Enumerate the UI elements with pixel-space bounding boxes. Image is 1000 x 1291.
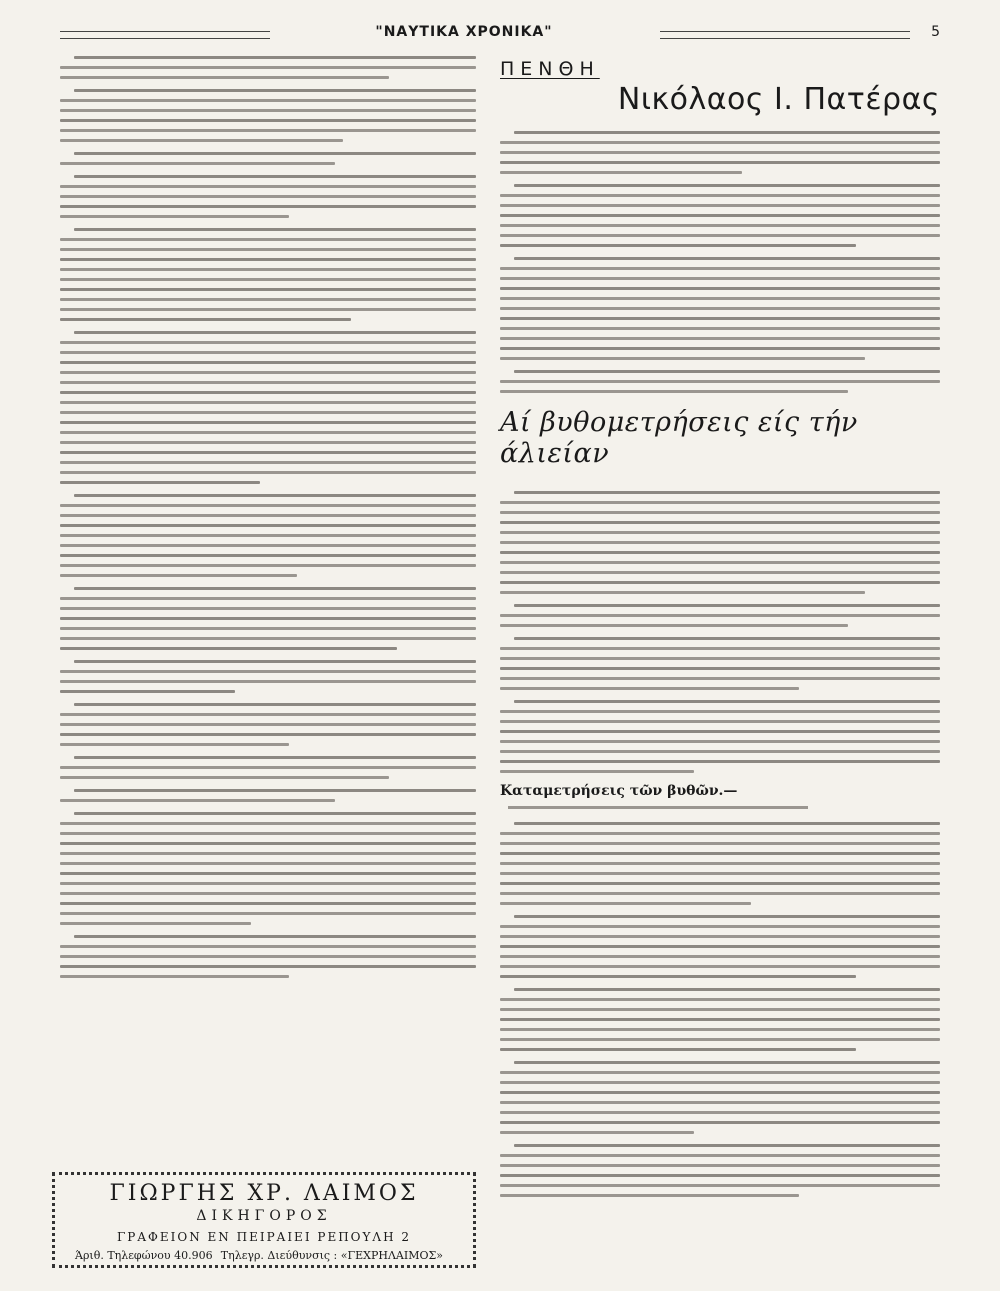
text-line	[500, 571, 940, 574]
text-line	[60, 799, 335, 802]
text-line	[500, 317, 940, 320]
text-line	[500, 935, 940, 938]
text-line	[500, 531, 940, 534]
header-rule-left	[60, 31, 270, 39]
text-line	[514, 491, 940, 494]
text-line	[500, 1101, 940, 1104]
text-paragraph	[60, 812, 476, 925]
text-paragraph	[60, 228, 476, 321]
text-line	[500, 925, 940, 928]
text-line	[60, 441, 476, 444]
text-line	[60, 955, 476, 958]
text-paragraph	[60, 89, 476, 142]
text-line	[500, 667, 940, 670]
text-line	[500, 390, 848, 393]
text-line	[60, 892, 476, 895]
text-paragraph	[60, 56, 476, 79]
text-line	[500, 591, 865, 594]
text-paragraph	[60, 175, 476, 218]
text-line	[500, 141, 940, 144]
phone-number: Άριθ. Τηλεφώνου 40.906	[75, 1249, 213, 1262]
text-line	[60, 185, 476, 188]
text-line	[60, 238, 476, 241]
text-line	[500, 1038, 940, 1041]
text-line	[500, 204, 940, 207]
text-line	[60, 965, 476, 968]
text-line	[60, 842, 476, 845]
text-line	[60, 832, 476, 835]
text-line	[60, 922, 251, 925]
text-paragraph	[500, 988, 940, 1051]
text-paragraph	[60, 587, 476, 650]
text-line	[500, 955, 940, 958]
text-line	[74, 152, 476, 155]
text-line	[60, 945, 476, 948]
text-line	[74, 789, 476, 792]
text-line	[74, 812, 476, 815]
text-line	[60, 902, 476, 905]
text-line	[60, 351, 476, 354]
text-paragraph	[500, 370, 940, 393]
text-line	[74, 703, 476, 706]
text-line	[60, 637, 476, 640]
text-line	[500, 501, 940, 504]
text-line	[514, 1144, 940, 1147]
text-line	[60, 361, 476, 364]
text-line	[500, 842, 940, 845]
text-line	[500, 647, 940, 650]
text-paragraph	[60, 935, 476, 978]
text-line	[60, 401, 476, 404]
text-line	[514, 637, 940, 640]
text-line	[500, 561, 940, 564]
text-line	[514, 131, 940, 134]
text-line	[500, 710, 940, 713]
obituary-body	[500, 131, 940, 393]
text-line	[500, 581, 940, 584]
text-paragraph	[500, 491, 940, 594]
advertiser-name: ΓΙΩΡΓΗΣ ΧΡ. ΛΑΙΜΟΣ	[109, 1181, 419, 1206]
text-paragraph	[60, 494, 476, 577]
text-line	[60, 391, 476, 394]
text-line	[500, 975, 856, 978]
text-line	[60, 514, 476, 517]
feature-subheading	[500, 783, 940, 815]
text-line	[60, 109, 476, 112]
text-line	[60, 76, 389, 79]
text-line	[60, 975, 289, 978]
text-line	[500, 244, 856, 247]
text-paragraph	[500, 1061, 940, 1134]
text-line	[500, 687, 799, 690]
text-line	[500, 720, 940, 723]
text-line	[60, 421, 476, 424]
text-line	[500, 832, 940, 835]
text-line	[514, 822, 940, 825]
text-line	[500, 224, 940, 227]
text-line	[500, 1164, 940, 1167]
text-line	[60, 862, 476, 865]
text-line	[60, 647, 397, 650]
text-paragraph	[500, 604, 940, 627]
text-line	[500, 1071, 940, 1074]
text-line	[500, 521, 940, 524]
text-line	[60, 504, 476, 507]
text-line	[500, 965, 940, 968]
text-line	[514, 257, 940, 260]
text-line	[60, 524, 476, 527]
text-line	[60, 554, 476, 557]
text-line	[60, 597, 476, 600]
text-line	[500, 267, 940, 270]
text-line	[500, 161, 940, 164]
telegraph-address: Τηλεγρ. Διεύθυνσις : «ΓΕΧΡΗΛΑΙΜΟΣ»	[220, 1249, 443, 1262]
text-line	[500, 872, 940, 875]
text-line	[514, 988, 940, 991]
text-paragraph	[500, 822, 940, 905]
text-line	[500, 287, 940, 290]
text-line	[60, 882, 476, 885]
text-line	[514, 915, 940, 918]
advertiser-profession: ΔΙΚΗΓΟΡΟΣ	[196, 1208, 332, 1224]
text-paragraph	[60, 660, 476, 693]
text-line	[60, 298, 476, 301]
text-line	[60, 205, 476, 208]
text-line	[74, 494, 476, 497]
text-line	[60, 162, 335, 165]
text-line	[500, 998, 940, 1001]
text-line	[60, 431, 476, 434]
text-line	[500, 1121, 940, 1124]
text-line	[74, 228, 476, 231]
right-column	[500, 56, 940, 1246]
text-line	[500, 624, 848, 627]
text-paragraph	[500, 637, 940, 690]
text-line	[500, 307, 940, 310]
text-line	[60, 129, 476, 132]
text-line	[500, 902, 751, 905]
text-line	[60, 617, 476, 620]
text-line	[60, 381, 476, 384]
text-line	[500, 551, 940, 554]
text-line	[60, 912, 476, 915]
text-line	[60, 574, 297, 577]
text-line	[500, 677, 940, 680]
text-paragraph	[500, 131, 940, 174]
text-line	[500, 1081, 940, 1084]
text-line	[500, 750, 940, 753]
text-line	[74, 89, 476, 92]
text-line	[500, 614, 940, 617]
text-line	[60, 723, 476, 726]
text-line	[500, 297, 940, 300]
text-line	[60, 852, 476, 855]
text-line	[500, 730, 940, 733]
text-line	[500, 760, 940, 763]
text-line	[60, 766, 476, 769]
header-rule-right	[660, 31, 910, 39]
text-line	[60, 248, 476, 251]
text-line	[500, 1048, 856, 1051]
feature-body-2	[500, 822, 940, 1197]
text-line	[60, 690, 235, 693]
text-line	[500, 511, 940, 514]
text-line	[60, 461, 476, 464]
text-line	[60, 99, 476, 102]
feature-title: Αί βυθομετρήσεις είς τήν άλιείαν	[500, 407, 858, 469]
text-line	[60, 371, 476, 374]
office-address: ΓΡΑΦΕΙΟΝ ΕΝ ΠΕΙΡΑΙΕΙ ΡΕΠΟΥΛΗ 2	[116, 1230, 412, 1244]
text-line	[500, 1174, 940, 1177]
text-line	[60, 471, 476, 474]
text-line	[500, 337, 940, 340]
text-line	[500, 151, 940, 154]
text-line	[500, 541, 940, 544]
text-line	[514, 184, 940, 187]
text-line	[500, 194, 940, 197]
text-line	[60, 411, 476, 414]
text-paragraph	[60, 703, 476, 746]
text-line	[60, 872, 476, 875]
text-line	[500, 380, 940, 383]
text-line	[74, 660, 476, 663]
text-line	[60, 318, 351, 321]
text-line	[60, 743, 289, 746]
text-paragraph	[60, 756, 476, 779]
text-line	[500, 882, 940, 885]
running-head: "ΝΑΥΤΙΚΑ ΧΡΟΝΙΚΑ"	[375, 24, 553, 40]
text-line	[500, 1154, 940, 1157]
text-line	[60, 215, 289, 218]
text-line	[500, 214, 940, 217]
text-line	[500, 770, 694, 773]
text-line	[500, 1184, 940, 1187]
text-paragraph	[500, 700, 940, 773]
text-line	[60, 341, 476, 344]
text-paragraph	[60, 789, 476, 802]
feature-body-1	[500, 491, 940, 773]
text-line	[500, 945, 940, 948]
text-line	[60, 119, 476, 122]
obituary-title: Νικόλαος Ι. Πατέρας	[617, 82, 940, 117]
text-line	[500, 327, 940, 330]
text-line	[60, 607, 476, 610]
text-line	[60, 288, 476, 291]
text-line	[74, 587, 476, 590]
text-line	[74, 56, 476, 59]
text-line	[60, 195, 476, 198]
text-line	[60, 670, 476, 673]
text-line	[514, 1061, 940, 1064]
text-paragraph	[500, 1144, 940, 1197]
text-line	[500, 1111, 940, 1114]
text-line	[514, 700, 940, 703]
feature-subheading-text: Καταμετρήσεις τῶν βυθῶν.—	[500, 783, 738, 799]
text-line	[60, 258, 476, 261]
text-line	[500, 1018, 940, 1021]
text-line	[500, 862, 940, 865]
text-line	[74, 935, 476, 938]
text-line	[60, 534, 476, 537]
text-paragraph	[60, 331, 476, 484]
text-line	[60, 268, 476, 271]
text-line	[500, 852, 940, 855]
lawyer-advertisement	[52, 1172, 476, 1268]
text-line	[500, 277, 940, 280]
text-paragraph	[60, 152, 476, 165]
text-paragraph	[500, 257, 940, 360]
text-line	[500, 657, 940, 660]
text-line	[500, 1028, 940, 1031]
text-line	[500, 171, 742, 174]
text-line	[60, 278, 476, 281]
page-header	[60, 24, 940, 48]
text-line	[60, 776, 389, 779]
text-line	[60, 451, 476, 454]
page-number: 5	[931, 24, 940, 40]
text-line	[74, 175, 476, 178]
text-line	[500, 234, 940, 237]
text-line	[60, 139, 343, 142]
text-line	[60, 544, 476, 547]
text-line	[60, 481, 260, 484]
section-label: ΠΕΝΘΗ	[500, 58, 600, 80]
text-paragraph	[500, 184, 940, 247]
text-line	[60, 680, 476, 683]
left-column-text	[60, 56, 476, 1156]
text-line	[500, 347, 940, 350]
text-line	[500, 1008, 940, 1011]
text-line	[500, 892, 940, 895]
text-line	[500, 1091, 940, 1094]
text-line	[60, 627, 476, 630]
text-line	[60, 66, 476, 69]
text-line	[74, 331, 476, 334]
text-line	[60, 822, 476, 825]
text-line	[500, 1131, 694, 1134]
text-line	[74, 756, 476, 759]
text-paragraph	[500, 915, 940, 978]
text-line	[500, 1194, 799, 1197]
text-line	[514, 370, 940, 373]
text-line	[500, 740, 940, 743]
text-line	[500, 357, 865, 360]
text-line	[60, 564, 476, 567]
text-line	[60, 308, 476, 311]
text-line	[60, 713, 476, 716]
text-line	[60, 733, 476, 736]
text-line	[514, 604, 940, 607]
